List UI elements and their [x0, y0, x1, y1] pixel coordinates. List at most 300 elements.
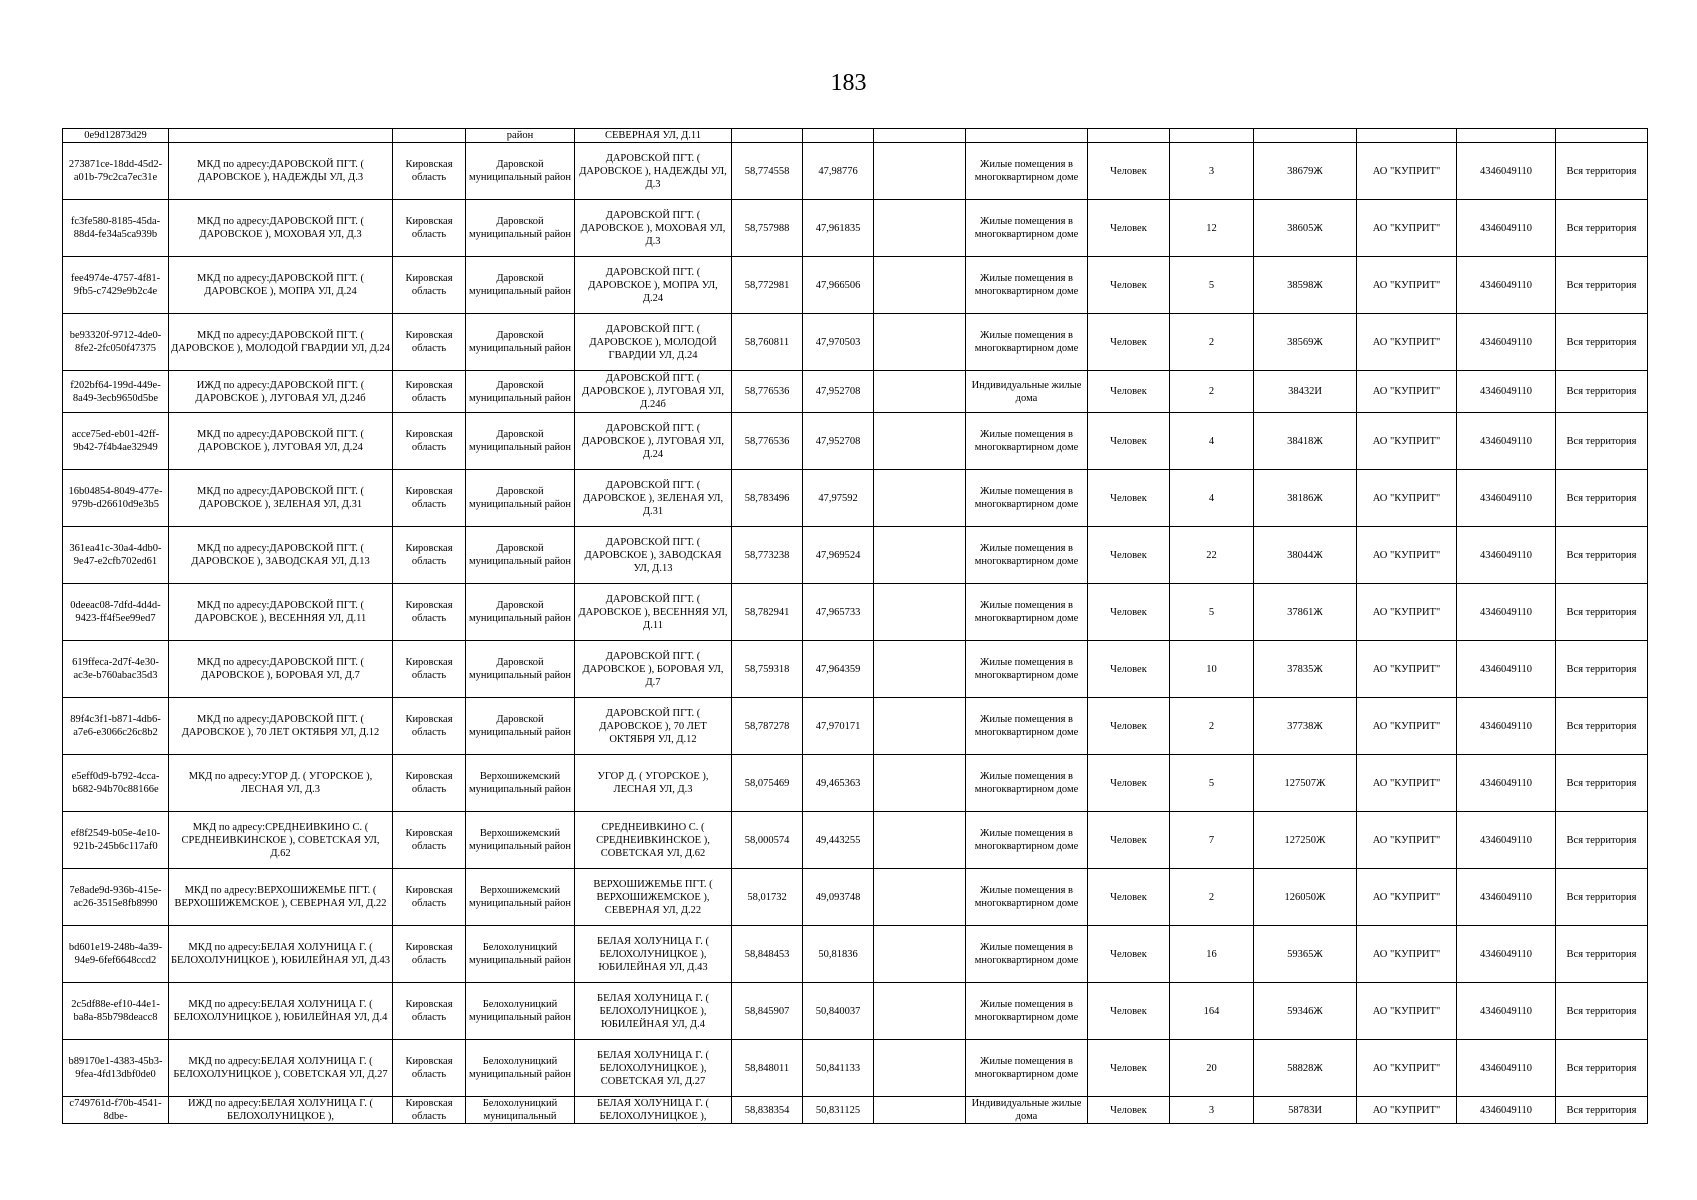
cell-lat: 58,848011 [732, 1040, 803, 1097]
cell-territory: Вся территория [1556, 257, 1648, 314]
table-row [63, 983, 1648, 1040]
cell-lat: 58,759318 [732, 641, 803, 698]
cell-territory: Вся территория [1556, 755, 1648, 812]
cell-district: Белохолуницкий муниципальный район [466, 926, 575, 983]
cell-territory: Вся территория [1556, 143, 1648, 200]
cell-location: ВЕРХОШИЖЕМЬЕ ПГТ. ( ВЕРХОШИЖЕМСКОЕ ), СЕВЕРНАЯ УЛ, Д.22 [575, 869, 732, 926]
cell-inn: 4346049110 [1457, 200, 1556, 257]
cell-inn: 4346049110 [1457, 1040, 1556, 1097]
table-row [63, 1097, 1648, 1124]
cell-location: ДАРОВСКОЙ ПГТ. ( ДАРОВСКОЕ ), ВЕСЕННЯЯ УЛ, Д.11 [575, 584, 732, 641]
cell-district: Даровской муниципальный район [466, 584, 575, 641]
cell-lon: 47,98776 [803, 143, 874, 200]
cell-lon: 47,965733 [803, 584, 874, 641]
cell-lat: 58,760811 [732, 314, 803, 371]
cell-location: ДАРОВСКОЙ ПГТ. ( ДАРОВСКОЕ ), МОПРА УЛ, Д.24 [575, 257, 732, 314]
cell-name: МКД по адресу:ДАРОВСКОЙ ПГТ. ( ДАРОВСКОЕ ), ЗЕЛЕНАЯ УЛ, Д.31 [169, 470, 393, 527]
cell-district: Даровской муниципальный район [466, 470, 575, 527]
cell-territory: Вся территория [1556, 812, 1648, 869]
cell-lat: 58,000574 [732, 812, 803, 869]
cell-inn: 4346049110 [1457, 143, 1556, 200]
cell-inn: 4346049110 [1457, 527, 1556, 584]
cell-unit: Человек [1088, 314, 1170, 371]
cell-inn: 4346049110 [1457, 413, 1556, 470]
cell-location: СЕВЕРНАЯ УЛ, Д.11 [575, 129, 732, 143]
cell-name: МКД по адресу:ДАРОВСКОЙ ПГТ. ( ДАРОВСКОЕ ), БОРОВАЯ УЛ, Д.7 [169, 641, 393, 698]
cell-unit: Человек [1088, 257, 1170, 314]
cell-count: 5 [1170, 584, 1254, 641]
cell-lon: 49,443255 [803, 812, 874, 869]
table-row [63, 584, 1648, 641]
cell-unit: Человек [1088, 1097, 1170, 1124]
cell-id: 619ffeca-2d7f-4e30-ac3e-b760abac35d3 [63, 641, 169, 698]
page-number: 183 [830, 70, 867, 96]
cell-id: 7e8ade9d-936b-415e-ac26-3515e8fb8990 [63, 869, 169, 926]
cell-unit: Человек [1088, 812, 1170, 869]
cell-territory: Вся территория [1556, 413, 1648, 470]
cell-org: АО "КУПРИТ" [1357, 812, 1457, 869]
cell-location: БЕЛАЯ ХОЛУНИЦА Г. ( БЕЛОХОЛУНИЦКОЕ ), СОВЕТСКАЯ УЛ, Д.27 [575, 1040, 732, 1097]
cell-unit: Человек [1088, 926, 1170, 983]
table-row-continued [63, 129, 1648, 143]
cell-district: Белохолуницкий муниципальный район [466, 1040, 575, 1097]
cell-empty [874, 926, 966, 983]
cell-location: ДАРОВСКОЙ ПГТ. ( ДАРОВСКОЕ ), ЗЕЛЕНАЯ УЛ, Д.31 [575, 470, 732, 527]
cell-location: ДАРОВСКОЙ ПГТ. ( ДАРОВСКОЕ ), НАДЕЖДЫ УЛ, Д.3 [575, 143, 732, 200]
table-row [63, 755, 1648, 812]
cell-name: МКД по адресу:ДАРОВСКОЙ ПГТ. ( ДАРОВСКОЕ ), НАДЕЖДЫ УЛ, Д.3 [169, 143, 393, 200]
cell-count: 2 [1170, 314, 1254, 371]
cell-type: Жилые помещения в многоквартирном доме [966, 983, 1088, 1040]
table-row [63, 926, 1648, 983]
cell-type: Жилые помещения в многоквартирном доме [966, 314, 1088, 371]
cell-unit: Человек [1088, 755, 1170, 812]
table-row [63, 257, 1648, 314]
cell-territory: Вся территория [1556, 641, 1648, 698]
cell-territory: Вся территория [1556, 869, 1648, 926]
cell-empty [874, 314, 966, 371]
table-row [63, 869, 1648, 926]
cell-inn: 4346049110 [1457, 869, 1556, 926]
cell-id: be93320f-9712-4de0-8fe2-2fc050f47375 [63, 314, 169, 371]
cell-count: 4 [1170, 470, 1254, 527]
cell-district: Даровской муниципальный район [466, 641, 575, 698]
cell-empty [874, 983, 966, 1040]
cell-type: Жилые помещения в многоквартирном доме [966, 413, 1088, 470]
cell-id: e5eff0d9-b792-4cca-b682-94b70c88166e [63, 755, 169, 812]
cell-region: Кировская область [393, 584, 466, 641]
cell-org: АО "КУПРИТ" [1357, 584, 1457, 641]
cell-code: 58783И [1254, 1097, 1357, 1124]
cell-inn: 4346049110 [1457, 698, 1556, 755]
cell-unit: Человек [1088, 527, 1170, 584]
cell-lat: 58,772981 [732, 257, 803, 314]
cell-code: 38186Ж [1254, 470, 1357, 527]
cell-territory: Вся территория [1556, 371, 1648, 413]
cell-lon: 47,970171 [803, 698, 874, 755]
cell-region: Кировская область [393, 983, 466, 1040]
cell-type: Жилые помещения в многоквартирном доме [966, 527, 1088, 584]
cell-unit [1088, 129, 1170, 143]
cell-district: Верхошижемский муниципальный район [466, 812, 575, 869]
cell-lon: 47,952708 [803, 371, 874, 413]
cell-lon: 47,966506 [803, 257, 874, 314]
cell-type [966, 129, 1088, 143]
cell-lon: 47,961835 [803, 200, 874, 257]
cell-region: Кировская область [393, 812, 466, 869]
cell-lon: 49,465363 [803, 755, 874, 812]
cell-count [1170, 129, 1254, 143]
cell-district: Даровской муниципальный район [466, 527, 575, 584]
cell-id: ef8f2549-b05e-4e10-921b-245b6c117af0 [63, 812, 169, 869]
cell-type: Жилые помещения в многоквартирном доме [966, 143, 1088, 200]
cell-region: Кировская область [393, 641, 466, 698]
cell-code: 126050Ж [1254, 869, 1357, 926]
cell-code [1254, 129, 1357, 143]
cell-region: Кировская область [393, 1097, 466, 1124]
cell-empty [874, 470, 966, 527]
cell-lat [732, 129, 803, 143]
cell-id: 361ea41c-30a4-4db0-9e47-e2cfb702ed61 [63, 527, 169, 584]
cell-type: Жилые помещения в многоквартирном доме [966, 926, 1088, 983]
cell-inn: 4346049110 [1457, 926, 1556, 983]
cell-region: Кировская область [393, 527, 466, 584]
cell-id: b89170e1-4383-45b3-9fea-4fd13dbf0de0 [63, 1040, 169, 1097]
cell-lon: 47,970503 [803, 314, 874, 371]
cell-code: 59365Ж [1254, 926, 1357, 983]
cell-empty [874, 755, 966, 812]
cell-lat: 58,075469 [732, 755, 803, 812]
cell-territory: Вся территория [1556, 1097, 1648, 1124]
cell-territory: Вся территория [1556, 527, 1648, 584]
cell-location: ДАРОВСКОЙ ПГТ. ( ДАРОВСКОЕ ), 70 ЛЕТ ОКТЯБРЯ УЛ, Д.12 [575, 698, 732, 755]
cell-unit: Человек [1088, 698, 1170, 755]
cell-district: Верхошижемский муниципальный район [466, 869, 575, 926]
table-body [63, 129, 1648, 1124]
cell-org: АО "КУПРИТ" [1357, 200, 1457, 257]
cell-lat: 58,783496 [732, 470, 803, 527]
cell-empty [874, 413, 966, 470]
cell-region: Кировская область [393, 200, 466, 257]
cell-region: Кировская область [393, 698, 466, 755]
cell-territory: Вся территория [1556, 698, 1648, 755]
cell-count: 22 [1170, 527, 1254, 584]
table-row [63, 1040, 1648, 1097]
cell-empty [874, 869, 966, 926]
cell-org: АО "КУПРИТ" [1357, 1040, 1457, 1097]
table-row [63, 371, 1648, 413]
cell-org: АО "КУПРИТ" [1357, 527, 1457, 584]
cell-location: ДАРОВСКОЙ ПГТ. ( ДАРОВСКОЕ ), ЗАВОДСКАЯ УЛ, Д.13 [575, 527, 732, 584]
cell-district: Даровской муниципальный район [466, 314, 575, 371]
cell-region: Кировская область [393, 755, 466, 812]
cell-org [1357, 129, 1457, 143]
cell-name: МКД по адресу:УГОР Д. ( УГОРСКОЕ ), ЛЕСНАЯ УЛ, Д.3 [169, 755, 393, 812]
cell-count: 2 [1170, 371, 1254, 413]
cell-territory: Вся территория [1556, 926, 1648, 983]
cell-code: 38418Ж [1254, 413, 1357, 470]
cell-id: 0deeac08-7dfd-4d4d-9423-ff4f5ee99ed7 [63, 584, 169, 641]
cell-name: МКД по адресу:ДАРОВСКОЙ ПГТ. ( ДАРОВСКОЕ ), МОЛОДОЙ ГВАРДИИ УЛ, Д.24 [169, 314, 393, 371]
cell-code: 37861Ж [1254, 584, 1357, 641]
cell-name: МКД по адресу:ДАРОВСКОЙ ПГТ. ( ДАРОВСКОЕ ), ВЕСЕННЯЯ УЛ, Д.11 [169, 584, 393, 641]
cell-lon: 50,841133 [803, 1040, 874, 1097]
cell-territory: Вся территория [1556, 983, 1648, 1040]
cell-id: 0e9d12873d29 [63, 129, 169, 143]
cell-empty [874, 200, 966, 257]
cell-name: МКД по адресу:ДАРОВСКОЙ ПГТ. ( ДАРОВСКОЕ ), МОХОВАЯ УЛ, Д.3 [169, 200, 393, 257]
cell-type: Жилые помещения в многоквартирном доме [966, 584, 1088, 641]
cell-org: АО "КУПРИТ" [1357, 257, 1457, 314]
cell-location: ДАРОВСКОЙ ПГТ. ( ДАРОВСКОЕ ), ЛУГОВАЯ УЛ, Д.24 [575, 413, 732, 470]
cell-region: Кировская область [393, 470, 466, 527]
cell-inn: 4346049110 [1457, 1097, 1556, 1124]
cell-inn: 4346049110 [1457, 584, 1556, 641]
cell-lat: 58,776536 [732, 413, 803, 470]
cell-location: СРЕДНЕИВКИНО С. ( СРЕДНЕИВКИНСКОЕ ), СОВЕТСКАЯ УЛ, Д.62 [575, 812, 732, 869]
cell-org: АО "КУПРИТ" [1357, 470, 1457, 527]
cell-type: Жилые помещения в многоквартирном доме [966, 641, 1088, 698]
cell-name: МКД по адресу:БЕЛАЯ ХОЛУНИЦА Г. ( БЕЛОХОЛУНИЦКОЕ ), ЮБИЛЕЙНАЯ УЛ, Д.43 [169, 926, 393, 983]
cell-inn [1457, 129, 1556, 143]
cell-lon [803, 129, 874, 143]
cell-district: Даровской муниципальный район [466, 413, 575, 470]
cell-code: 37835Ж [1254, 641, 1357, 698]
cell-org: АО "КУПРИТ" [1357, 755, 1457, 812]
cell-count: 5 [1170, 755, 1254, 812]
cell-lat: 58,782941 [732, 584, 803, 641]
cell-org: АО "КУПРИТ" [1357, 371, 1457, 413]
cell-territory: Вся территория [1556, 470, 1648, 527]
cell-code: 38679Ж [1254, 143, 1357, 200]
table-row [63, 413, 1648, 470]
cell-code: 38432И [1254, 371, 1357, 413]
cell-region: Кировская область [393, 869, 466, 926]
cell-lon: 47,952708 [803, 413, 874, 470]
cell-lon: 49,093748 [803, 869, 874, 926]
cell-type: Жилые помещения в многоквартирном доме [966, 1040, 1088, 1097]
cell-region: Кировская область [393, 413, 466, 470]
table-row [63, 812, 1648, 869]
cell-territory: Вся территория [1556, 1040, 1648, 1097]
cell-count: 2 [1170, 869, 1254, 926]
cell-id: f202bf64-199d-449e-8a49-3ecb9650d5be [63, 371, 169, 413]
cell-org: АО "КУПРИТ" [1357, 143, 1457, 200]
cell-district: Даровской муниципальный район [466, 257, 575, 314]
cell-name: МКД по адресу:БЕЛАЯ ХОЛУНИЦА Г. ( БЕЛОХОЛУНИЦКОЕ ), СОВЕТСКАЯ УЛ, Д.27 [169, 1040, 393, 1097]
cell-inn: 4346049110 [1457, 641, 1556, 698]
cell-region [393, 129, 466, 143]
cell-name: МКД по адресу:ВЕРХОШИЖЕМЬЕ ПГТ. ( ВЕРХОШИЖЕМСКОЕ ), СЕВЕРНАЯ УЛ, Д.22 [169, 869, 393, 926]
cell-district: Верхошижемский муниципальный район [466, 755, 575, 812]
cell-empty [874, 371, 966, 413]
cell-org: АО "КУПРИТ" [1357, 641, 1457, 698]
cell-id: 16b04854-8049-477e-979b-d26610d9e3b5 [63, 470, 169, 527]
cell-code: 37738Ж [1254, 698, 1357, 755]
cell-code: 38598Ж [1254, 257, 1357, 314]
cell-org: АО "КУПРИТ" [1357, 1097, 1457, 1124]
cell-org: АО "КУПРИТ" [1357, 314, 1457, 371]
cell-lat: 58,774558 [732, 143, 803, 200]
cell-id: acce75ed-eb01-42ff-9b42-7f4b4ae32949 [63, 413, 169, 470]
cell-type: Жилые помещения в многоквартирном доме [966, 812, 1088, 869]
cell-code: 38044Ж [1254, 527, 1357, 584]
cell-type: Жилые помещения в многоквартирном доме [966, 257, 1088, 314]
cell-territory: Вся территория [1556, 200, 1648, 257]
cell-code: 59346Ж [1254, 983, 1357, 1040]
cell-name: МКД по адресу:ДАРОВСКОЙ ПГТ. ( ДАРОВСКОЕ ), МОПРА УЛ, Д.24 [169, 257, 393, 314]
cell-region: Кировская область [393, 314, 466, 371]
cell-type: Жилые помещения в многоквартирном доме [966, 698, 1088, 755]
cell-lat: 58,01732 [732, 869, 803, 926]
cell-region: Кировская область [393, 143, 466, 200]
cell-id: 89f4c3f1-b871-4db6-a7e6-e3066c26c8b2 [63, 698, 169, 755]
cell-id: fc3fe580-8185-45da-88d4-fe34a5ca939b [63, 200, 169, 257]
cell-unit: Человек [1088, 470, 1170, 527]
cell-lon: 47,964359 [803, 641, 874, 698]
cell-empty [874, 584, 966, 641]
cell-empty [874, 129, 966, 143]
cell-empty [874, 812, 966, 869]
cell-empty [874, 143, 966, 200]
cell-lat: 58,845907 [732, 983, 803, 1040]
cell-territory [1556, 129, 1648, 143]
cell-unit: Человек [1088, 200, 1170, 257]
cell-lon: 50,831125 [803, 1097, 874, 1124]
table-row [63, 470, 1648, 527]
cell-count: 12 [1170, 200, 1254, 257]
cell-unit: Человек [1088, 143, 1170, 200]
cell-type: Индивидуальные жилые дома [966, 1097, 1088, 1124]
cell-empty [874, 257, 966, 314]
cell-count: 5 [1170, 257, 1254, 314]
cell-region: Кировская область [393, 1040, 466, 1097]
cell-code: 127507Ж [1254, 755, 1357, 812]
cell-inn: 4346049110 [1457, 257, 1556, 314]
cell-unit: Человек [1088, 1040, 1170, 1097]
table-row [63, 527, 1648, 584]
cell-lat: 58,776536 [732, 371, 803, 413]
cell-name: МКД по адресу:ДАРОВСКОЙ ПГТ. ( ДАРОВСКОЕ ), 70 ЛЕТ ОКТЯБРЯ УЛ, Д.12 [169, 698, 393, 755]
registry-table [62, 128, 1648, 1124]
cell-count: 16 [1170, 926, 1254, 983]
cell-lon: 50,81836 [803, 926, 874, 983]
cell-type: Жилые помещения в многоквартирном доме [966, 200, 1088, 257]
cell-count: 3 [1170, 1097, 1254, 1124]
cell-code: 58828Ж [1254, 1040, 1357, 1097]
cell-code: 38605Ж [1254, 200, 1357, 257]
cell-region: Кировская область [393, 371, 466, 413]
cell-id: 2c5df88e-ef10-44e1-ba8a-85b798deacc8 [63, 983, 169, 1040]
cell-location: БЕЛАЯ ХОЛУНИЦА Г. ( БЕЛОХОЛУНИЦКОЕ ), ЮБИЛЕЙНАЯ УЛ, Д.4 [575, 983, 732, 1040]
cell-id: 273871ce-18dd-45d2-a01b-79c2ca7ec31e [63, 143, 169, 200]
cell-location: ДАРОВСКОЙ ПГТ. ( ДАРОВСКОЕ ), МОХОВАЯ УЛ, Д.3 [575, 200, 732, 257]
cell-location: ДАРОВСКОЙ ПГТ. ( ДАРОВСКОЕ ), БОРОВАЯ УЛ, Д.7 [575, 641, 732, 698]
cell-unit: Человек [1088, 869, 1170, 926]
cell-district: Даровской муниципальный район [466, 698, 575, 755]
cell-region: Кировская область [393, 257, 466, 314]
cell-territory: Вся территория [1556, 584, 1648, 641]
cell-org: АО "КУПРИТ" [1357, 983, 1457, 1040]
cell-unit: Человек [1088, 371, 1170, 413]
cell-unit: Человек [1088, 983, 1170, 1040]
cell-district: Даровской муниципальный район [466, 371, 575, 413]
cell-type: Жилые помещения в многоквартирном доме [966, 869, 1088, 926]
cell-unit: Человек [1088, 641, 1170, 698]
cell-count: 10 [1170, 641, 1254, 698]
cell-org: АО "КУПРИТ" [1357, 926, 1457, 983]
cell-inn: 4346049110 [1457, 470, 1556, 527]
cell-org: АО "КУПРИТ" [1357, 698, 1457, 755]
table-row [63, 200, 1648, 257]
cell-inn: 4346049110 [1457, 755, 1556, 812]
cell-inn: 4346049110 [1457, 983, 1556, 1040]
cell-empty [874, 527, 966, 584]
cell-code: 127250Ж [1254, 812, 1357, 869]
cell-location: ДАРОВСКОЙ ПГТ. ( ДАРОВСКОЕ ), МОЛОДОЙ ГВАРДИИ УЛ, Д.24 [575, 314, 732, 371]
cell-name: ИЖД по адресу:ДАРОВСКОЙ ПГТ. ( ДАРОВСКОЕ ), ЛУГОВАЯ УЛ, Д.24б [169, 371, 393, 413]
cell-lat: 58,757988 [732, 200, 803, 257]
cell-district: Даровской муниципальный район [466, 200, 575, 257]
table-row [63, 143, 1648, 200]
cell-org: АО "КУПРИТ" [1357, 413, 1457, 470]
cell-district: район [466, 129, 575, 143]
cell-empty [874, 1040, 966, 1097]
cell-type: Жилые помещения в многоквартирном доме [966, 755, 1088, 812]
cell-district: Белохолуницкий муниципальный [466, 1097, 575, 1124]
cell-id: c749761d-f70b-4541-8dbe- [63, 1097, 169, 1124]
cell-lat: 58,848453 [732, 926, 803, 983]
cell-count: 4 [1170, 413, 1254, 470]
cell-name: ИЖД по адресу:БЕЛАЯ ХОЛУНИЦА Г. ( БЕЛОХОЛУНИЦКОЕ ), [169, 1097, 393, 1124]
cell-name: МКД по адресу:ДАРОВСКОЙ ПГТ. ( ДАРОВСКОЕ ), ЛУГОВАЯ УЛ, Д.24 [169, 413, 393, 470]
cell-lon: 47,969524 [803, 527, 874, 584]
cell-lon: 50,840037 [803, 983, 874, 1040]
cell-inn: 4346049110 [1457, 314, 1556, 371]
cell-empty [874, 641, 966, 698]
cell-region: Кировская область [393, 926, 466, 983]
cell-name: МКД по адресу:БЕЛАЯ ХОЛУНИЦА Г. ( БЕЛОХОЛУНИЦКОЕ ), ЮБИЛЕЙНАЯ УЛ, Д.4 [169, 983, 393, 1040]
cell-type: Жилые помещения в многоквартирном доме [966, 470, 1088, 527]
table-row [63, 314, 1648, 371]
table-row [63, 641, 1648, 698]
cell-location: БЕЛАЯ ХОЛУНИЦА Г. ( БЕЛОХОЛУНИЦКОЕ ), [575, 1097, 732, 1124]
cell-unit: Человек [1088, 584, 1170, 641]
cell-name [169, 129, 393, 143]
cell-district: Белохолуницкий муниципальный район [466, 983, 575, 1040]
cell-unit: Человек [1088, 413, 1170, 470]
cell-lat: 58,773238 [732, 527, 803, 584]
cell-lon: 47,97592 [803, 470, 874, 527]
cell-empty [874, 698, 966, 755]
cell-empty [874, 1097, 966, 1124]
cell-id: bd601e19-248b-4a39-94e9-6fef6648ccd2 [63, 926, 169, 983]
cell-id: fee4974e-4757-4f81-9fb5-c7429e9b2c4e [63, 257, 169, 314]
cell-location: БЕЛАЯ ХОЛУНИЦА Г. ( БЕЛОХОЛУНИЦКОЕ ), ЮБИЛЕЙНАЯ УЛ, Д.43 [575, 926, 732, 983]
cell-inn: 4346049110 [1457, 371, 1556, 413]
cell-count: 7 [1170, 812, 1254, 869]
cell-code: 38569Ж [1254, 314, 1357, 371]
cell-count: 20 [1170, 1040, 1254, 1097]
cell-org: АО "КУПРИТ" [1357, 869, 1457, 926]
cell-count: 3 [1170, 143, 1254, 200]
cell-district: Даровской муниципальный район [466, 143, 575, 200]
cell-type: Индивидуальные жилые дома [966, 371, 1088, 413]
cell-territory: Вся территория [1556, 314, 1648, 371]
cell-lat: 58,838354 [732, 1097, 803, 1124]
cell-count: 164 [1170, 983, 1254, 1040]
table-row [63, 698, 1648, 755]
